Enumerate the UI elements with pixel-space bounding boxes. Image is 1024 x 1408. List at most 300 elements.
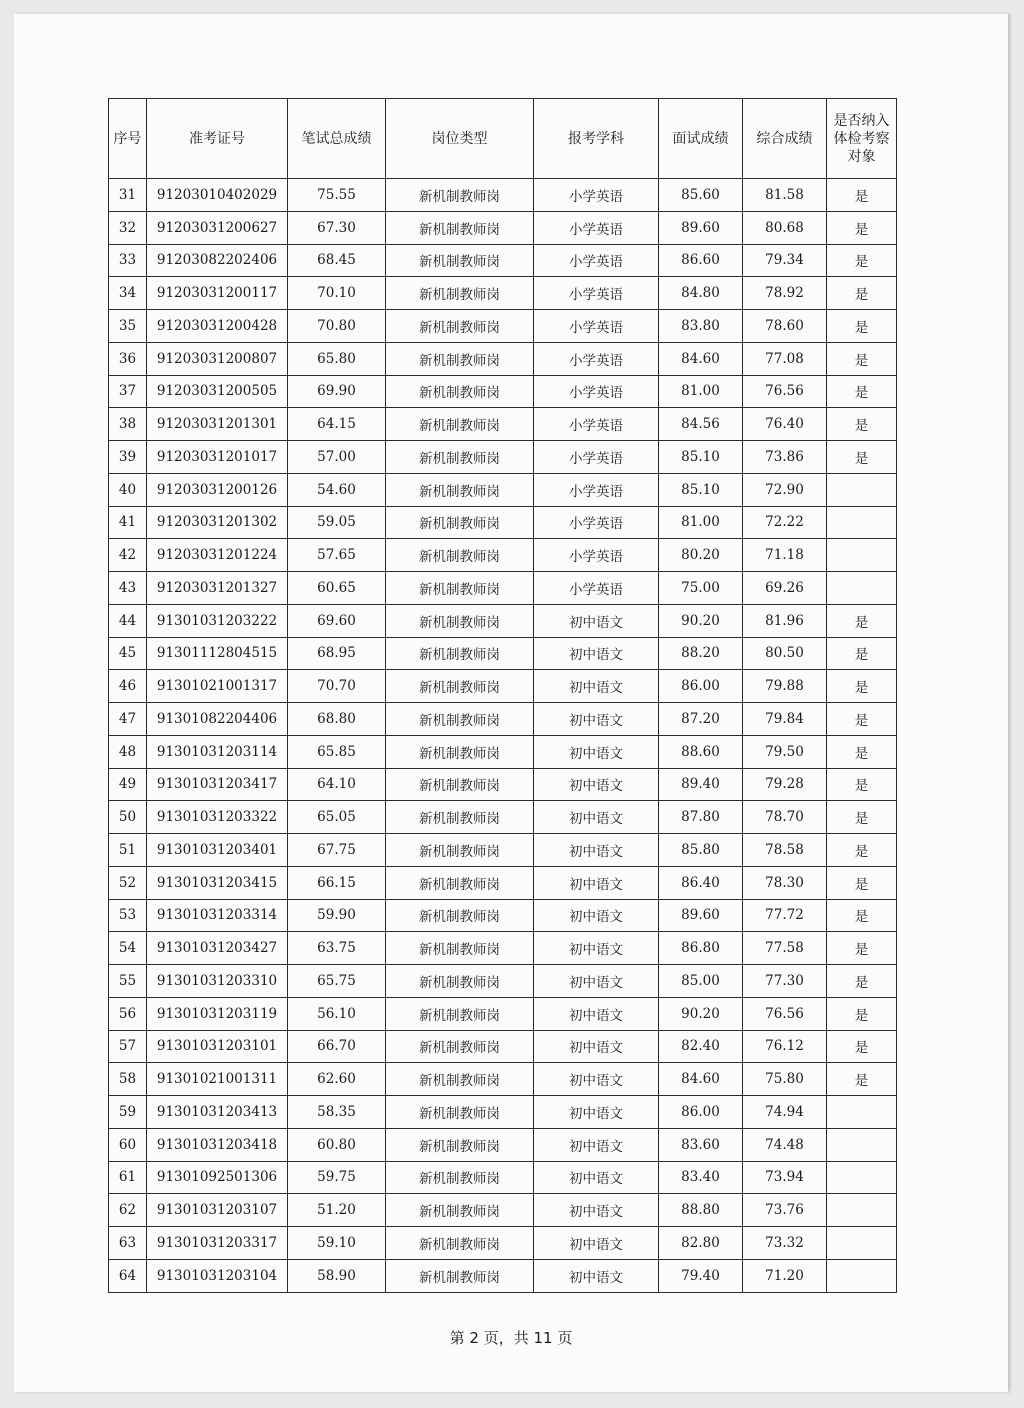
cell-written: 60.65 [288,572,386,605]
cell-seq: 54 [109,932,147,965]
cell-ticket: 91301031203322 [147,801,288,834]
cell-interview: 88.60 [659,735,743,768]
cell-subject: 小学英语 [534,375,659,408]
cell-include: 是 [827,375,897,408]
cell-ticket: 91203031200505 [147,375,288,408]
cell-seq: 33 [109,244,147,277]
cell-written: 66.70 [288,1030,386,1063]
cell-subject: 初中语文 [534,1096,659,1129]
header-position: 岗位类型 [386,99,534,179]
cell-total: 77.72 [743,899,827,932]
cell-subject: 小学英语 [534,539,659,572]
table-row [109,637,897,670]
cell-interview: 90.20 [659,604,743,637]
header-ticket: 准考证号 [147,99,288,179]
cell-ticket: 91203010402029 [147,179,288,212]
header-interview: 面试成绩 [659,99,743,179]
cell-subject: 初中语文 [534,965,659,998]
cell-subject: 初中语文 [534,1227,659,1260]
cell-subject: 初中语文 [534,1030,659,1063]
cell-seq: 58 [109,1063,147,1096]
cell-position: 新机制教师岗 [386,277,534,310]
cell-include: 是 [827,703,897,736]
table-row [109,1227,897,1260]
cell-seq: 50 [109,801,147,834]
cell-total: 72.22 [743,506,827,539]
cell-seq: 64 [109,1259,147,1292]
cell-written: 67.30 [288,211,386,244]
cell-ticket: 91301021001311 [147,1063,288,1096]
cell-position: 新机制教师岗 [386,768,534,801]
cell-include: 是 [827,768,897,801]
cell-total: 74.48 [743,1128,827,1161]
table-row [109,277,897,310]
cell-seq: 52 [109,866,147,899]
cell-ticket: 91301082204406 [147,703,288,736]
cell-interview: 89.60 [659,899,743,932]
header-written: 笔试总成绩 [288,99,386,179]
cell-include: 是 [827,408,897,441]
cell-subject: 小学英语 [534,408,659,441]
cell-written: 62.60 [288,1063,386,1096]
cell-seq: 62 [109,1194,147,1227]
cell-written: 65.75 [288,965,386,998]
cell-include [827,1194,897,1227]
cell-written: 59.05 [288,506,386,539]
cell-written: 68.80 [288,703,386,736]
cell-total: 80.68 [743,211,827,244]
table-row [109,1259,897,1292]
cell-interview: 89.40 [659,768,743,801]
cell-interview: 75.00 [659,572,743,605]
cell-written: 58.35 [288,1096,386,1129]
cell-ticket: 91301031203101 [147,1030,288,1063]
cell-interview: 84.56 [659,408,743,441]
cell-subject: 小学英语 [534,441,659,474]
cell-seq: 63 [109,1227,147,1260]
table-row [109,604,897,637]
cell-position: 新机制教师岗 [386,899,534,932]
cell-interview: 85.80 [659,834,743,867]
cell-position: 新机制教师岗 [386,834,534,867]
cell-include: 是 [827,801,897,834]
cell-include: 是 [827,244,897,277]
table-row [109,539,897,572]
table-row [109,441,897,474]
cell-ticket: 91203031201302 [147,506,288,539]
score-table [108,98,897,1293]
table-row [109,768,897,801]
cell-seq: 34 [109,277,147,310]
cell-position: 新机制教师岗 [386,932,534,965]
cell-seq: 48 [109,735,147,768]
cell-interview: 83.80 [659,310,743,343]
cell-seq: 47 [109,703,147,736]
cell-interview: 82.80 [659,1227,743,1260]
cell-include [827,473,897,506]
cell-include: 是 [827,277,897,310]
cell-subject: 初中语文 [534,670,659,703]
cell-total: 79.84 [743,703,827,736]
cell-include: 是 [827,179,897,212]
cell-position: 新机制教师岗 [386,244,534,277]
cell-seq: 38 [109,408,147,441]
cell-position: 新机制教师岗 [386,997,534,1030]
cell-position: 新机制教师岗 [386,1227,534,1260]
cell-position: 新机制教师岗 [386,703,534,736]
cell-ticket: 91301092501306 [147,1161,288,1194]
cell-include: 是 [827,1063,897,1096]
cell-position: 新机制教师岗 [386,572,534,605]
cell-subject: 初中语文 [534,637,659,670]
cell-ticket: 91301031203114 [147,735,288,768]
table-row [109,866,897,899]
cell-subject: 初中语文 [534,866,659,899]
cell-written: 69.90 [288,375,386,408]
cell-position: 新机制教师岗 [386,801,534,834]
cell-written: 68.45 [288,244,386,277]
cell-total: 79.34 [743,244,827,277]
cell-ticket: 91301031203415 [147,866,288,899]
cell-position: 新机制教师岗 [386,310,534,343]
cell-subject: 初中语文 [534,768,659,801]
cell-ticket: 91203031200117 [147,277,288,310]
cell-seq: 37 [109,375,147,408]
cell-interview: 86.00 [659,670,743,703]
table-row [109,703,897,736]
cell-position: 新机制教师岗 [386,1194,534,1227]
cell-position: 新机制教师岗 [386,408,534,441]
cell-written: 67.75 [288,834,386,867]
cell-ticket: 91203031201327 [147,572,288,605]
cell-total: 80.50 [743,637,827,670]
cell-seq: 51 [109,834,147,867]
cell-subject: 初中语文 [534,932,659,965]
cell-written: 64.15 [288,408,386,441]
cell-ticket: 91301112804515 [147,637,288,670]
cell-ticket: 91301031203119 [147,997,288,1030]
cell-include [827,1227,897,1260]
cell-ticket: 91301031203314 [147,899,288,932]
cell-position: 新机制教师岗 [386,375,534,408]
cell-subject: 初中语文 [534,1063,659,1096]
cell-total: 71.20 [743,1259,827,1292]
cell-seq: 56 [109,997,147,1030]
cell-ticket: 91203082202406 [147,244,288,277]
cell-written: 64.10 [288,768,386,801]
cell-seq: 46 [109,670,147,703]
table-row [109,735,897,768]
cell-interview: 84.80 [659,277,743,310]
cell-total: 77.58 [743,932,827,965]
cell-include: 是 [827,866,897,899]
cell-ticket: 91301031203310 [147,965,288,998]
cell-interview: 89.60 [659,211,743,244]
cell-subject: 初中语文 [534,604,659,637]
cell-ticket: 91301031203418 [147,1128,288,1161]
cell-subject: 初中语文 [534,1161,659,1194]
cell-position: 新机制教师岗 [386,637,534,670]
cell-interview: 81.00 [659,506,743,539]
table-row [109,211,897,244]
cell-include: 是 [827,441,897,474]
page-footer: 第 2 页，共 11 页 [449,1329,573,1347]
cell-seq: 35 [109,310,147,343]
cell-written: 70.80 [288,310,386,343]
cell-subject: 小学英语 [534,211,659,244]
cell-subject: 小学英语 [534,277,659,310]
cell-seq: 53 [109,899,147,932]
cell-ticket: 91203031200428 [147,310,288,343]
table-row [109,1063,897,1096]
cell-position: 新机制教师岗 [386,179,534,212]
cell-position: 新机制教师岗 [386,1161,534,1194]
table-row [109,932,897,965]
cell-include: 是 [827,604,897,637]
cell-seq: 61 [109,1161,147,1194]
cell-include [827,572,897,605]
cell-position: 新机制教师岗 [386,735,534,768]
cell-interview: 88.80 [659,1194,743,1227]
cell-seq: 42 [109,539,147,572]
header-row [109,99,897,179]
cell-ticket: 91301031203401 [147,834,288,867]
cell-total: 78.58 [743,834,827,867]
cell-written: 70.70 [288,670,386,703]
cell-interview: 88.20 [659,637,743,670]
cell-seq: 59 [109,1096,147,1129]
cell-position: 新机制教师岗 [386,866,534,899]
cell-position: 新机制教师岗 [386,604,534,637]
cell-total: 77.30 [743,965,827,998]
cell-include [827,1161,897,1194]
header-subject: 报考学科 [534,99,659,179]
cell-position: 新机制教师岗 [386,1030,534,1063]
cell-total: 73.86 [743,441,827,474]
cell-subject: 初中语文 [534,834,659,867]
cell-include [827,1259,897,1292]
cell-ticket: 91203031201224 [147,539,288,572]
cell-written: 59.10 [288,1227,386,1260]
cell-subject: 小学英语 [534,506,659,539]
cell-interview: 85.00 [659,965,743,998]
cell-subject: 小学英语 [534,473,659,506]
cell-interview: 87.80 [659,801,743,834]
cell-seq: 45 [109,637,147,670]
cell-position: 新机制教师岗 [386,1096,534,1129]
cell-seq: 60 [109,1128,147,1161]
cell-total: 81.58 [743,179,827,212]
cell-ticket: 91203031200807 [147,342,288,375]
cell-written: 63.75 [288,932,386,965]
cell-subject: 初中语文 [534,899,659,932]
cell-interview: 85.60 [659,179,743,212]
cell-interview: 87.20 [659,703,743,736]
cell-include: 是 [827,735,897,768]
table-row [109,1128,897,1161]
table-row [109,965,897,998]
table-row [109,1161,897,1194]
cell-total: 79.50 [743,735,827,768]
cell-written: 75.55 [288,179,386,212]
cell-total: 74.94 [743,1096,827,1129]
cell-include: 是 [827,310,897,343]
cell-interview: 85.10 [659,441,743,474]
cell-ticket: 91301031203104 [147,1259,288,1292]
cell-seq: 49 [109,768,147,801]
cell-total: 79.88 [743,670,827,703]
table-row [109,408,897,441]
cell-total: 73.94 [743,1161,827,1194]
header-include: 是否纳入体检考察对象 [827,99,897,179]
cell-include [827,539,897,572]
table-row [109,1096,897,1129]
cell-ticket: 91203031200627 [147,211,288,244]
cell-seq: 31 [109,179,147,212]
cell-subject: 小学英语 [534,572,659,605]
cell-written: 65.80 [288,342,386,375]
cell-seq: 44 [109,604,147,637]
cell-include [827,1096,897,1129]
cell-total: 76.56 [743,997,827,1030]
table-header [109,99,897,179]
cell-interview: 84.60 [659,342,743,375]
cell-total: 78.30 [743,866,827,899]
cell-interview: 80.20 [659,539,743,572]
table-body [109,179,897,1293]
table-row [109,997,897,1030]
cell-seq: 39 [109,441,147,474]
cell-subject: 初中语文 [534,735,659,768]
cell-interview: 85.10 [659,473,743,506]
table-row [109,801,897,834]
table-row [109,506,897,539]
cell-total: 72.90 [743,473,827,506]
table-row [109,834,897,867]
header-total: 综合成绩 [743,99,827,179]
cell-ticket: 91203031200126 [147,473,288,506]
cell-ticket: 91301031203222 [147,604,288,637]
cell-subject: 小学英语 [534,179,659,212]
cell-include: 是 [827,637,897,670]
cell-written: 56.10 [288,997,386,1030]
table-row [109,342,897,375]
cell-include: 是 [827,932,897,965]
cell-ticket: 91301031203413 [147,1096,288,1129]
cell-position: 新机制教师岗 [386,506,534,539]
cell-include: 是 [827,834,897,867]
cell-ticket: 91203031201301 [147,408,288,441]
cell-interview: 83.40 [659,1161,743,1194]
cell-subject: 小学英语 [534,244,659,277]
cell-written: 57.65 [288,539,386,572]
cell-subject: 初中语文 [534,1128,659,1161]
cell-written: 70.10 [288,277,386,310]
cell-total: 79.28 [743,768,827,801]
cell-total: 69.26 [743,572,827,605]
cell-written: 65.05 [288,801,386,834]
cell-position: 新机制教师岗 [386,342,534,375]
cell-total: 75.80 [743,1063,827,1096]
cell-subject: 初中语文 [534,1194,659,1227]
cell-include: 是 [827,211,897,244]
cell-written: 58.90 [288,1259,386,1292]
cell-written: 51.20 [288,1194,386,1227]
cell-interview: 79.40 [659,1259,743,1292]
cell-written: 57.00 [288,441,386,474]
cell-interview: 86.80 [659,932,743,965]
table-row [109,572,897,605]
cell-seq: 36 [109,342,147,375]
cell-written: 66.15 [288,866,386,899]
cell-subject: 小学英语 [534,342,659,375]
cell-ticket: 91301031203427 [147,932,288,965]
cell-ticket: 91301021001317 [147,670,288,703]
cell-subject: 初中语文 [534,997,659,1030]
cell-interview: 83.60 [659,1128,743,1161]
cell-total: 78.92 [743,277,827,310]
cell-position: 新机制教师岗 [386,1063,534,1096]
cell-interview: 90.20 [659,997,743,1030]
cell-written: 59.90 [288,899,386,932]
header-seq: 序号 [109,99,147,179]
cell-interview: 86.00 [659,1096,743,1129]
cell-include: 是 [827,965,897,998]
cell-interview: 84.60 [659,1063,743,1096]
table-row [109,1194,897,1227]
cell-include [827,506,897,539]
document-page [14,14,1008,1392]
cell-subject: 小学英语 [534,310,659,343]
cell-ticket: 91301031203417 [147,768,288,801]
cell-include: 是 [827,899,897,932]
cell-position: 新机制教师岗 [386,211,534,244]
table-row [109,375,897,408]
cell-seq: 43 [109,572,147,605]
cell-ticket: 91203031201017 [147,441,288,474]
table-row [109,670,897,703]
cell-seq: 40 [109,473,147,506]
cell-interview: 82.40 [659,1030,743,1063]
table-row [109,473,897,506]
cell-include: 是 [827,997,897,1030]
cell-total: 78.60 [743,310,827,343]
cell-written: 60.80 [288,1128,386,1161]
cell-written: 65.85 [288,735,386,768]
cell-total: 78.70 [743,801,827,834]
cell-total: 76.40 [743,408,827,441]
cell-total: 76.12 [743,1030,827,1063]
cell-seq: 55 [109,965,147,998]
cell-position: 新机制教师岗 [386,441,534,474]
cell-seq: 32 [109,211,147,244]
cell-total: 81.96 [743,604,827,637]
cell-interview: 86.60 [659,244,743,277]
cell-written: 69.60 [288,604,386,637]
cell-subject: 初中语文 [534,801,659,834]
cell-written: 59.75 [288,1161,386,1194]
table-row [109,179,897,212]
table-row [109,1030,897,1063]
cell-include: 是 [827,670,897,703]
cell-include [827,1128,897,1161]
cell-total: 77.08 [743,342,827,375]
cell-position: 新机制教师岗 [386,539,534,572]
cell-subject: 初中语文 [534,1259,659,1292]
cell-interview: 81.00 [659,375,743,408]
cell-position: 新机制教师岗 [386,1259,534,1292]
cell-subject: 初中语文 [534,703,659,736]
